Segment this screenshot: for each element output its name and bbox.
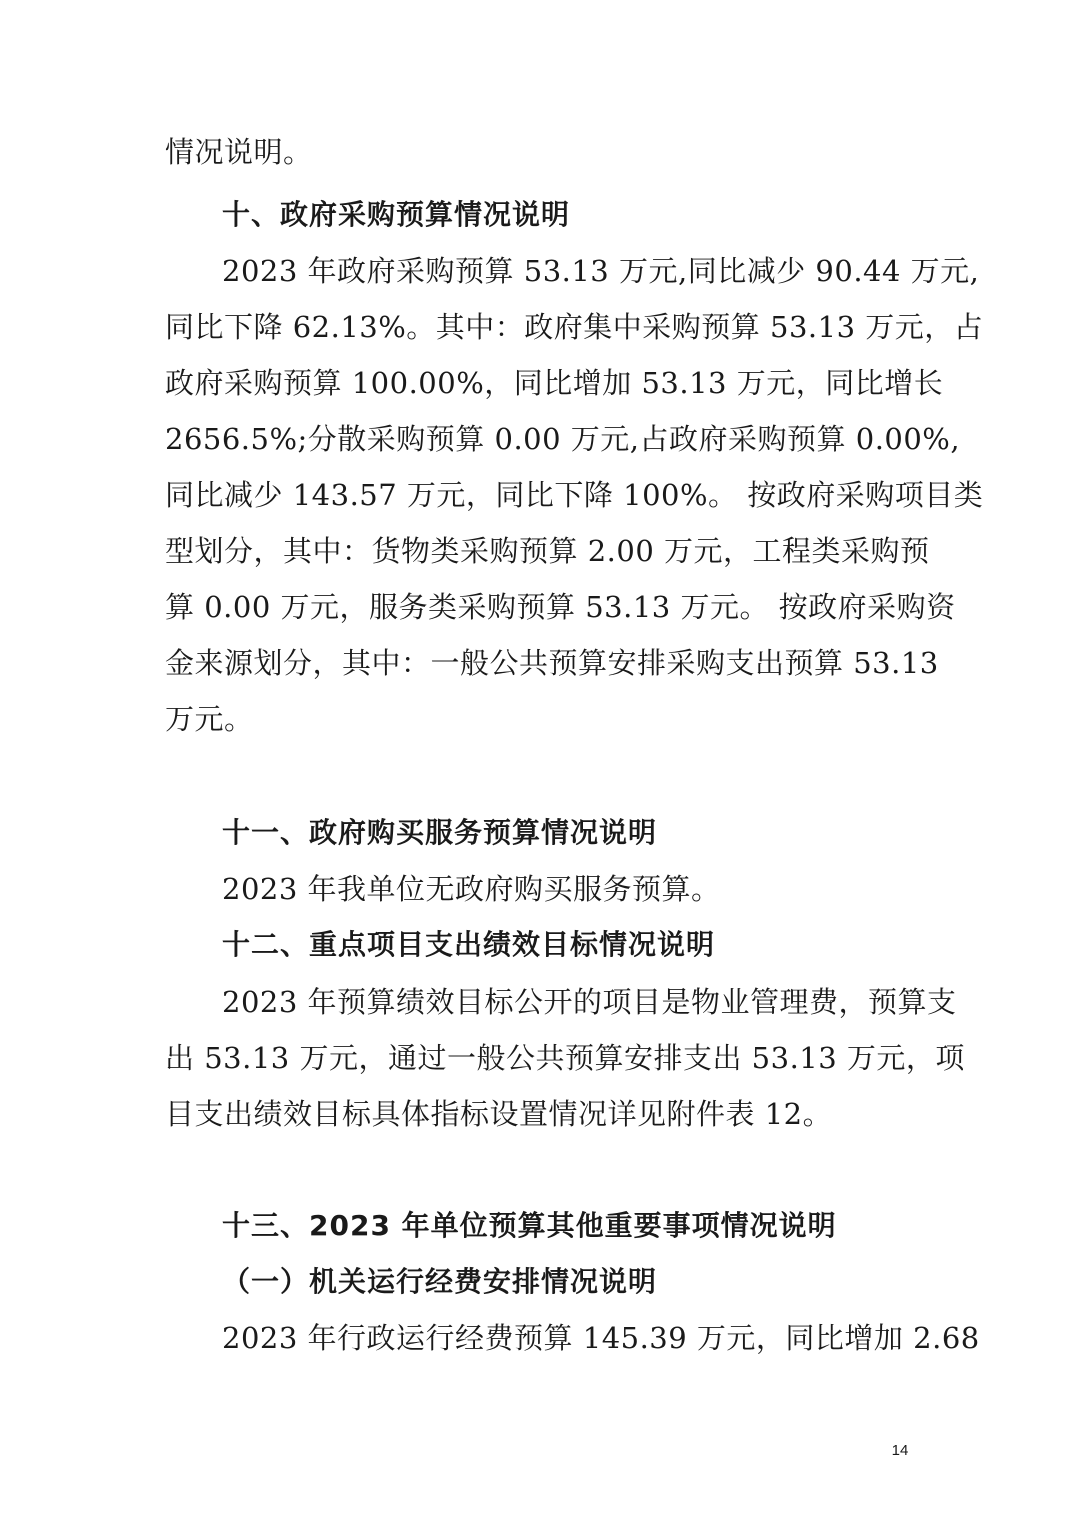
section-12-paragraph-line: 2023 年预算绩效目标公开的项目是物业管理费，预算支 (222, 985, 957, 1019)
section-10-paragraph-line: 2023 年政府采购预算 53.13 万元,同比减少 90.44 万元, (222, 254, 980, 288)
page-number: 14 (891, 1442, 909, 1459)
section-10-heading: 十、政府采购预算情况说明 (222, 198, 571, 231)
section-13-subheading: （一）机关运行经费安排情况说明 (222, 1265, 658, 1298)
section-10-paragraph-line: 政府采购预算 100.00%，同比增加 53.13 万元，同比增长 (165, 366, 944, 400)
section-10-paragraph-line: 金来源划分，其中：一般公共预算安排采购支出预算 53.13 (165, 646, 939, 680)
section-12-paragraph-line: 出 53.13 万元，通过一般公共预算安排支出 53.13 万元，项 (165, 1041, 965, 1075)
section-11-heading: 十一、政府购买服务预算情况说明 (222, 816, 658, 849)
section-10-paragraph-line: 算 0.00 万元，服务类采购预算 53.13 万元。 按政府采购资 (165, 590, 956, 624)
section-10-paragraph-line: 同比减少 143.57 万元，同比下降 100%。 按政府采购项目类 (165, 478, 984, 512)
section-11-paragraph-line: 2023 年我单位无政府购买服务预算。 (222, 872, 721, 906)
section-12-paragraph-line: 目支出绩效目标具体指标设置情况详见附件表 12。 (165, 1097, 833, 1131)
section-13-paragraph-line: 2023 年行政运行经费预算 145.39 万元，同比增加 2.68 (222, 1321, 980, 1355)
section-10-paragraph-line: 万元。 (165, 702, 254, 736)
section-13-heading: 十三、2023 年单位预算其他重要事项情况说明 (222, 1209, 837, 1242)
section-10-paragraph-line: 2656.5%;分散采购预算 0.00 万元,占政府采购预算 0.00%, (165, 422, 961, 456)
section-10-paragraph-line: 同比下降 62.13%。其中：政府集中采购预算 53.13 万元，占 (165, 310, 984, 344)
section-12-heading: 十二、重点项目支出绩效目标情况说明 (222, 928, 716, 961)
continuation-text: 情况说明。 (165, 135, 313, 169)
section-10-paragraph-line: 型划分，其中：货物类采购预算 2.00 万元，工程类采购预 (165, 534, 930, 568)
